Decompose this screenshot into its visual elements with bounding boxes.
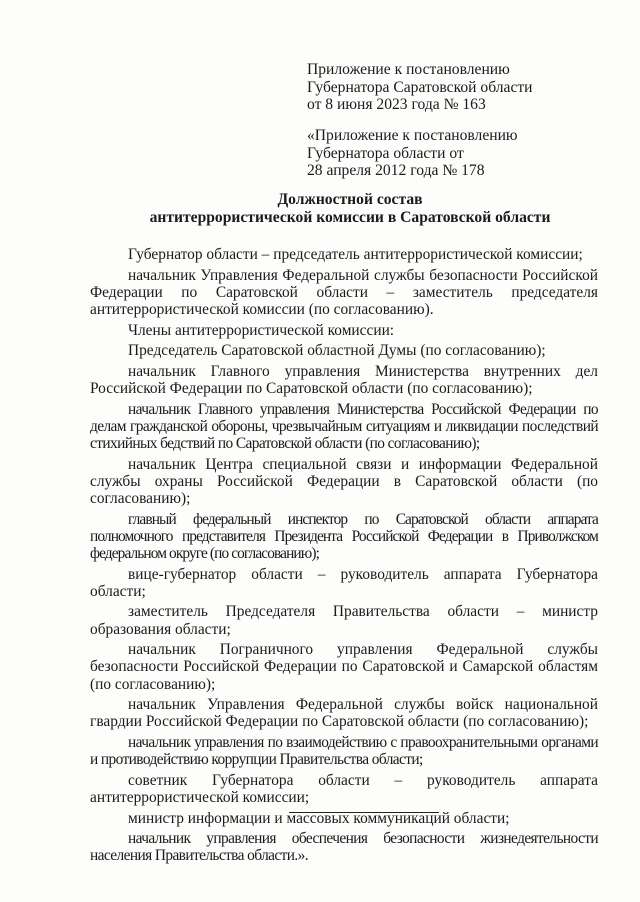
paragraph: заместитель Председателя Правительства области – министр образования области; — [90, 603, 598, 638]
document-title: Должностной состав — [277, 191, 423, 208]
closing-divider — [289, 812, 439, 813]
appendix-line: от 8 июня 2023 года № 163 — [307, 96, 486, 113]
paragraph: советник Губернатора области – руководитель аппарата антитеррористической комиссии; — [90, 771, 598, 806]
paragraph: начальник Управления Федеральной службы войск национальной гвардии Российской Федерации по Саратовской области (по согласованию); — [90, 696, 598, 731]
paragraph: главный федеральный инспектор по Саратовской области аппарата полномочного представителя Президента Российской Федерации в Приволжском федеральном округе (по согласованию); — [90, 510, 598, 562]
paragraph: начальник Центра специальной связи и информации Федеральной службы охраны Российской Федерации в Саратовской области (по согласованию); — [90, 455, 598, 507]
paragraph: вице-губернатор области – руководитель аппарата Губернатора области; — [90, 565, 598, 600]
document-body — [90, 246, 598, 868]
paragraph: начальник Главного управления Министерства внутренних дел Российской Федерации по Саратовской области (по согласованию); — [90, 362, 598, 397]
appendix-line: Приложение к постановлению — [307, 61, 510, 78]
appendix-line: Губернатора области от — [307, 144, 464, 162]
paragraph: Губернатор области – председатель антитеррористической комиссии; — [128, 246, 583, 263]
appendix-line: Губернатора Саратовской области — [307, 78, 533, 96]
document-subtitle: антитеррористической комиссии в Саратовской области — [149, 209, 551, 226]
appendix-line: 28 апреля 2012 года № 178 — [307, 162, 485, 179]
paragraph: начальник Управления Федеральной службы безопасности Российской Федерации по Саратовской области – заместитель председателя антитеррористической комиссии (по согласованию). — [90, 266, 598, 318]
original-appendix-header — [307, 127, 617, 180]
appendix-line: «Приложение к постановлению — [307, 127, 518, 144]
appendix-header — [307, 61, 617, 114]
paragraph: Члены антитеррористической комиссии: — [128, 321, 395, 339]
paragraph: министр информации и массовых коммуникаций области; — [128, 809, 510, 827]
paragraph: начальник Главного управления Министерства Российской Федерации по делам гражданской обороны, чрезвычайным ситуациям и ликвидации последствий стихийных бедствий по Саратовской области (по согласованию); — [90, 400, 598, 452]
paragraph: начальник Пограничного управления Федеральной службы безопасности Российской Федерации по Саратовской и Самарской областям (по согласованию); — [90, 641, 598, 693]
paragraph: начальник управления обеспечения безопасности жизнедеятельности населения Правительства области.». — [90, 830, 598, 865]
paragraph: Председатель Саратовской областной Думы (по согласованию); — [128, 342, 546, 360]
paragraph: начальник управления по взаимодействию с правоохранительными органами и противодействию коррупции Правительства области; — [90, 733, 598, 769]
